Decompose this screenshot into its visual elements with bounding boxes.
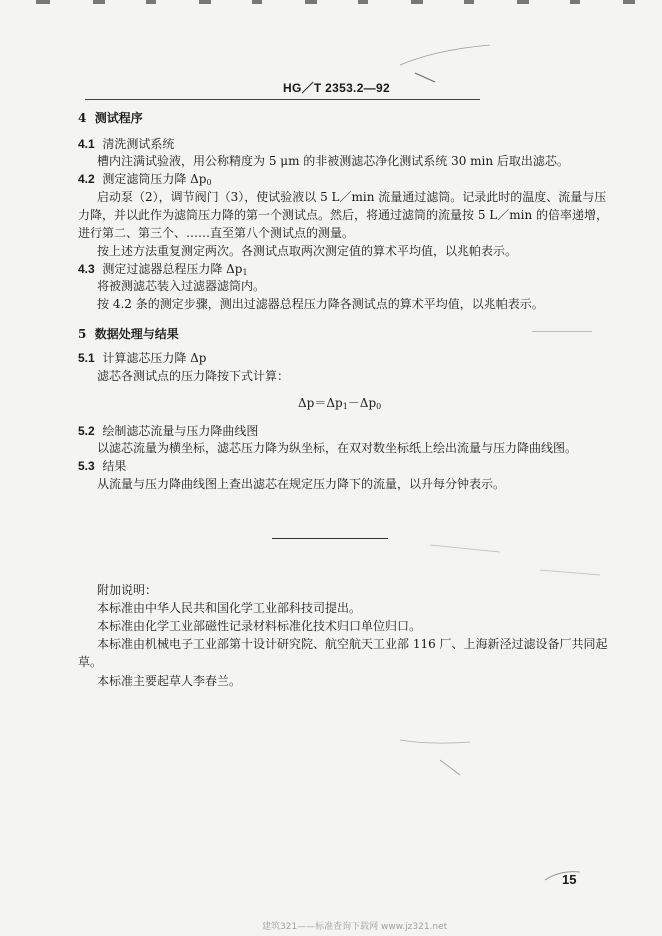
clause-5-2-body: 以滤芯流量为横坐标，滤芯压力降为纵坐标，在双对数坐标纸上绘出流量与压力降曲线图。 xyxy=(97,441,578,455)
footer-watermark: 建筑321——标准查询下载网 www.jz321.net xyxy=(262,922,448,932)
end-rule xyxy=(272,538,388,539)
appendix-line: 本标准由化学工业部磁性记录材料标准化技术归口单位归口。 xyxy=(97,619,422,633)
scan-mark xyxy=(252,0,262,4)
formula-part: －Δp xyxy=(347,396,377,410)
appendix-line: 本标准由机械电子工业部第十设计研究院、航空航天工业部 116 厂、上海新泾过滤设备厂共同起 xyxy=(97,637,608,651)
section-4-heading xyxy=(78,109,143,126)
clause-4-2-heading xyxy=(78,172,212,190)
clause-title: 绘制滤芯流量与压力降曲线图 xyxy=(102,424,259,438)
clause-4-3-heading xyxy=(78,262,248,280)
scan-mark xyxy=(517,0,529,4)
scan-mark xyxy=(464,0,474,4)
scan-smudge xyxy=(390,700,530,780)
appendix-heading: 附加说明： xyxy=(97,583,158,597)
header-rule xyxy=(85,99,480,100)
appendix-line: 本标准主要起草人李春兰。 xyxy=(97,674,242,688)
scan-mark xyxy=(570,0,580,4)
clause-4-3-body-line: 将被测滤芯装入过滤器滤筒内。 xyxy=(97,279,266,293)
scan-smudge xyxy=(532,331,592,332)
clause-number: 4.2 xyxy=(78,172,95,186)
subscript: 1 xyxy=(342,402,348,411)
scan-mark xyxy=(623,0,635,4)
scan-smudge xyxy=(420,540,620,600)
clause-title: 计算滤芯压力降 Δp xyxy=(102,351,207,365)
clause-4-2-body-line: 力降，并以此作为滤筒压力降的第一个测试点。然后，将通过滤筒的流量按 5 L／min 的倍率递增， xyxy=(78,208,608,222)
section-title: 数据处理与结果 xyxy=(94,327,179,341)
scan-mark xyxy=(146,0,156,4)
subscript: 1 xyxy=(242,268,248,277)
scan-mark xyxy=(305,0,317,4)
scan-smudge xyxy=(395,40,495,90)
subscript: 0 xyxy=(206,178,212,187)
scan-mark xyxy=(199,0,211,4)
clause-number: 4.1 xyxy=(78,137,95,151)
clause-4-2-body-line: 进行第二、第三个、……直至第八个测试点的测量。 xyxy=(78,226,355,240)
clause-4-1-body: 槽内注满试验液，用公称精度为 5 μm 的非被测滤芯净化测试系统 30 min 后取出滤芯。 xyxy=(97,154,569,168)
section-number: 4 xyxy=(78,111,87,125)
clause-5-2-heading xyxy=(78,424,258,439)
clause-5-3-heading xyxy=(78,459,126,474)
clause-5-3-body: 从流量与压力降曲线图上查出滤芯在规定压力降下的流量，以升每分钟表示。 xyxy=(97,477,506,491)
clause-title: 测定过滤器总程压力降 Δp xyxy=(102,262,243,276)
appendix-line: 草。 xyxy=(78,655,103,669)
clause-4-2-body-line: 按上述方法重复测定两次。各测试点取两次测定值的算术平均值，以兆帕表示。 xyxy=(97,244,518,258)
clause-4-3-body-line: 按 4.2 条的测定步骤，测出过滤器总程压力降各测试点的算术平均值，以兆帕表示。 xyxy=(97,297,544,311)
section-number: 5 xyxy=(78,327,87,341)
clause-5-1-heading xyxy=(78,351,207,366)
subscript: 0 xyxy=(376,402,382,411)
section-title: 测试程序 xyxy=(94,111,143,125)
clause-title: 测定滤筒压力降 Δp xyxy=(102,172,207,186)
scan-mark xyxy=(36,0,50,4)
scan-mark xyxy=(358,0,368,4)
clause-4-2-body-line: 启动泵（2），调节阀门（3），使试验液以 5 L／min 流量通过滤筒。记录此时的温度、流量与压 xyxy=(97,190,607,204)
clause-number: 4.3 xyxy=(78,262,95,276)
scan-mark xyxy=(411,0,423,4)
scan-mark xyxy=(93,0,105,4)
clause-number: 5.1 xyxy=(78,351,95,365)
clause-title: 清洗测试系统 xyxy=(102,137,175,151)
section-5-heading xyxy=(78,325,179,342)
clause-number: 5.3 xyxy=(78,459,95,473)
clause-number: 5.2 xyxy=(78,424,95,438)
page-number: 15 xyxy=(562,872,577,887)
formula-part: Δp＝Δp xyxy=(298,396,343,410)
clause-title: 结果 xyxy=(102,459,127,473)
standard-code-header: HG／T 2353.2—92 xyxy=(283,81,390,95)
formula xyxy=(298,396,381,414)
appendix-line: 本标准由中华人民共和国化学工业部科技司提出。 xyxy=(97,601,362,615)
clause-4-1-heading xyxy=(78,137,174,152)
clause-5-1-body: 滤芯各测试点的压力降按下式计算： xyxy=(97,369,290,383)
